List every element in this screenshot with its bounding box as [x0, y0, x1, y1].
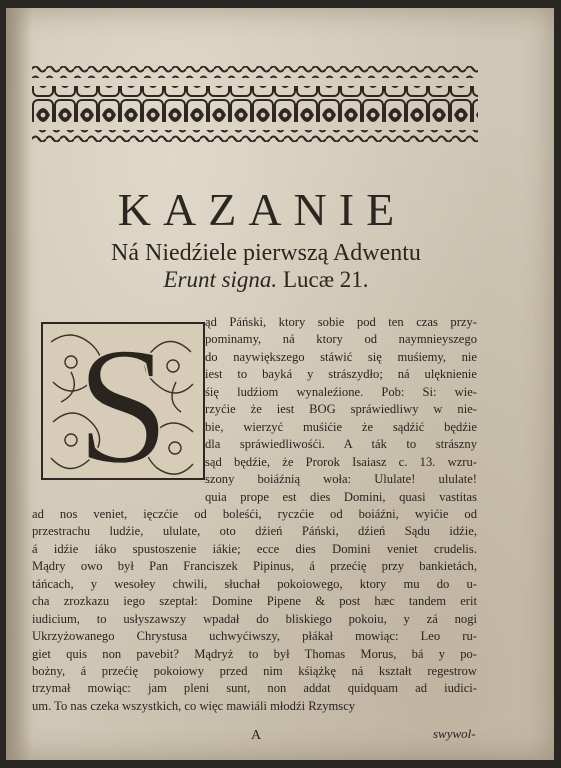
signature-mark: A	[251, 728, 262, 743]
text-line: cha zrozkazu iego szeptał: Domine Pipene & post hæc tandem erit	[32, 594, 477, 609]
text-line: quia prope est dies Domini, quasi vastitas	[205, 489, 477, 504]
text-line: dla spráwiedliwośći. A ták to strászny	[205, 437, 477, 452]
sermon-subtitle: Ná Niedźiele pierwszą Adwentu	[111, 240, 421, 266]
text-line: śię ludźiom wynaleźione. Pob: Si: wie-	[205, 384, 477, 399]
reference-book: Lucæ 21.	[282, 267, 369, 292]
text-line: Mądry owo był Pan Franciszek Pipinus, á przećię przy bankietách,	[32, 559, 477, 574]
text-line: ąd Páński, ktory sobie pod ten czas przy-	[205, 315, 477, 329]
catchword: swywol-	[433, 726, 476, 741]
text-line: Ukrzyżowanego Chrystusa uchwyćiwszy, płákał mowiąc: Leo ru-	[32, 629, 477, 644]
text-line: pominamy, ná ktory od naymnieyszego	[205, 332, 477, 347]
book-page	[6, 8, 554, 760]
text-line: giet quis non pavebit? Mądryż to był Thomas Morus, bá y po-	[32, 646, 477, 661]
text-line: przestrachu ludźie, ululate, oto dźień Páński, dźień Sądu idźie,	[32, 524, 477, 539]
initial-glyph: S	[76, 322, 170, 480]
text-line: ad nos veniet, ięczćie od boleśći, ryczćie od boiáźni, wyićie od	[32, 506, 477, 521]
sermon-title: KAZANIE	[117, 184, 407, 235]
sermon-body	[6, 8, 554, 760]
text-line: bie, wierzyć muśićie że sądźić będźie	[205, 419, 477, 434]
text-line: iudicium, to usłyszawszy wpadał do bliskiego pokoiu, y zá nogi	[32, 611, 477, 626]
text-line: táńcach, y wesołey chwili, słuchał pokoiowego, ktory mu do u-	[32, 576, 477, 591]
text-line: do naywiększego stáwić się muśiemy, nie	[205, 349, 477, 364]
text-line: á idźie iáko spustoszenie iákie; ecce dies Domini veniet crudelis.	[32, 541, 477, 556]
reference-incipit: Erunt signa.	[163, 267, 278, 292]
text-line: bożny, á przećię pokoiowy przed nim kśiążkę ná kształt regestrow	[32, 664, 477, 678]
text-line: iest to bayká y strászydło; ná ulęknienie	[205, 367, 477, 382]
text-line: szony boiáźnią woła: Ululate! ululate!	[205, 472, 477, 487]
text-line: um. To nas czeka wszystkich, co więc mawiáli młodźi Rzymscy	[32, 698, 356, 713]
text-line: rzyćie że iest BOG spráwiedliwy w nie-	[205, 402, 477, 417]
text-line: sąd będźie, że Prorok Isaiasz c. 13. wzru-	[205, 454, 477, 469]
text-line: trzymał mowiąc: jam pleni sunt, non addat quidquam ad iudici-	[32, 681, 477, 696]
